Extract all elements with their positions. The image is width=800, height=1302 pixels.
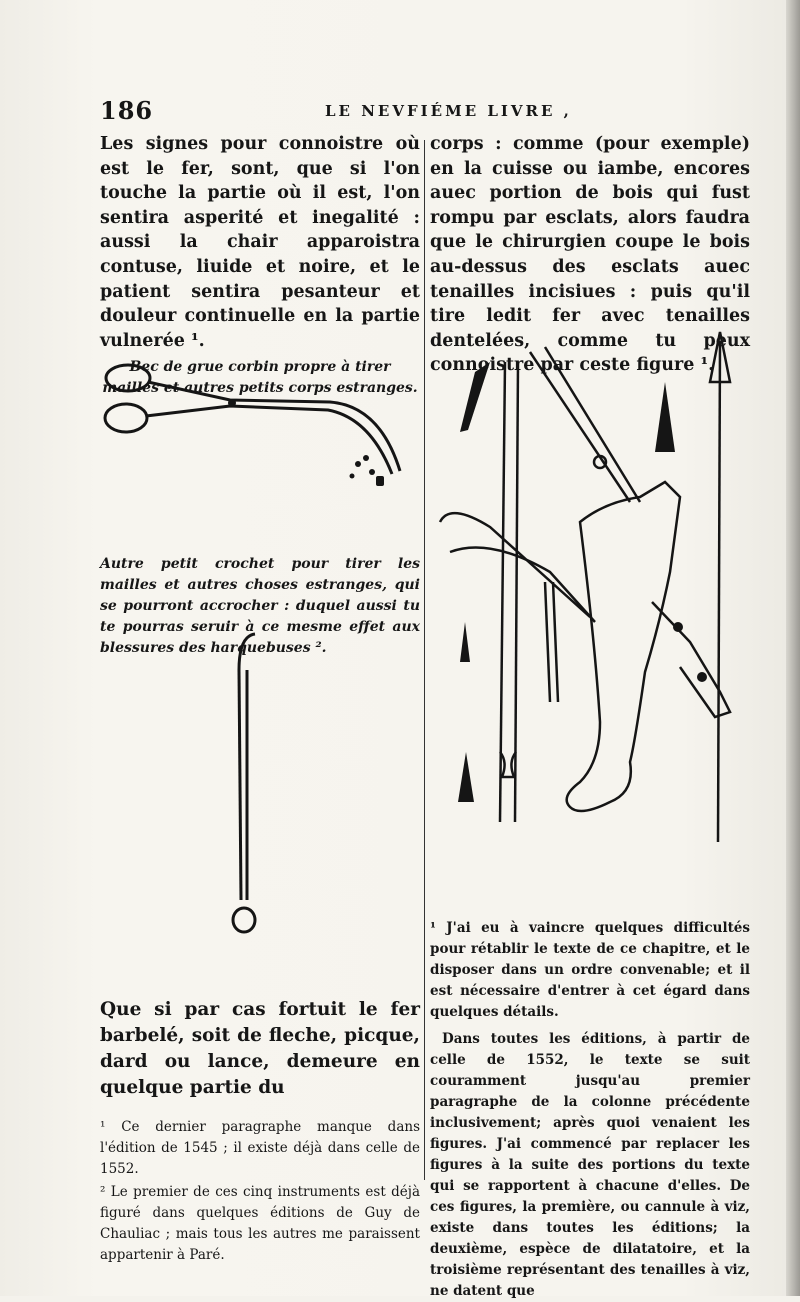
footnote-right-2: Dans toutes les éditions, à partir de celle de 1552, le texte se suit couramment jusqu'au premier paragraphe de la colonne précédente inclusivement; après quoi venaient les figures. J'ai commencé par replacer les figures à la suite des portions du texte qui se rapportent à chacune d'elles. De ces figures, la première, ou cannule à viz, existe dans toutes les éditions; la deuxième, espèce de dilatatoire, et la troisième représentant des tenailles à viz, ne datent que bbox=[430, 1030, 750, 1299]
upper-handle-loop bbox=[106, 365, 150, 391]
hook-shaft bbox=[239, 670, 241, 900]
arrow-fragment-1 bbox=[460, 362, 490, 432]
left-paragraph-1: Les signes pour connoistre où est le fer, sont, que si l'on touche la partie où il est, l'on sentira asperité et inegalité : aussi la chair apparoistra contuse, liuide et noire, et le patient sentira pesanteur et douleur continuelle en la partie vulnerée ¹. bbox=[100, 134, 420, 351]
forceps-handle-1 bbox=[450, 548, 595, 623]
caption-bec-de-grue: Bec de grue corbin propre à tirer mailles et autres petits corps estranges. bbox=[102, 359, 418, 397]
bec-de-grue-figure bbox=[100, 356, 410, 506]
footnote-right-1: ¹ J'ai eu à vaincre quelques difficultés pour rétablir le texte de ce chapitre, et le disposer dans un ordre convenable; et il est nécessaire d'entrer à cet égard dans quelques détails. bbox=[430, 919, 750, 1020]
leg-instruments-figure bbox=[430, 322, 760, 850]
arrow-head-left bbox=[460, 622, 470, 662]
footnote-1: ¹ Ce dernier paragraphe manque dans l'édition de 1545 ; il existe déjà dans celle de 1552. bbox=[100, 1119, 420, 1178]
tenaille-arm-2 bbox=[545, 347, 640, 502]
hook-tip bbox=[239, 634, 255, 670]
caption-crochet: Autre petit crochet pour tirer les mailles et autres choses estranges, qui se pourront accrocher : duquel aussi tu te pourras seruir à ce mesme effet aux blessures des harquebuses ². bbox=[100, 556, 420, 657]
crochet-figure bbox=[225, 630, 265, 940]
arrow-shaft-right bbox=[718, 342, 720, 842]
small-fragments bbox=[350, 455, 385, 486]
running-header bbox=[100, 96, 760, 126]
pivot-screw bbox=[228, 399, 236, 407]
arrow-head-bottom bbox=[458, 752, 474, 802]
arrow-head-middle bbox=[655, 382, 675, 452]
page-edge-shadow bbox=[786, 0, 800, 1296]
lower-handle-loop bbox=[105, 404, 147, 432]
hook-handle-end bbox=[233, 908, 255, 932]
right-paragraph-1: corps : comme (pour exemple) en la cuisse ou iambe, encores auec portion de bois qui fust rompu par esclats, alors faudra que le chirurgien coupe le bois au-dessus des esclats auec tenailles incisiues : puis qu'il tire ledit fer avec tenailles dentelées, comme tu peux connoistre par ceste figure ¹. bbox=[430, 134, 750, 376]
running-title: LE NEVFIÉME LIVRE , bbox=[325, 102, 572, 120]
left-paragraph-2: Que si par cas fortuit le fer barbelé, soit de fleche, picque, dard ou lance, demeure en quelque partie du bbox=[100, 999, 420, 1099]
leg-outline bbox=[567, 482, 680, 811]
page-number: 186 bbox=[100, 96, 154, 125]
column-divider bbox=[424, 140, 425, 1180]
tenaille-arm-1 bbox=[530, 352, 630, 502]
cannula bbox=[545, 582, 550, 702]
forceps-handle-2 bbox=[440, 513, 590, 617]
footnote-2: ² Le premier de ces cinq instruments est déjà figuré dans quelques éditions de Guy de Chauliac ; mais tous les autres me paraissent appartenir à Paré. bbox=[100, 1184, 420, 1264]
